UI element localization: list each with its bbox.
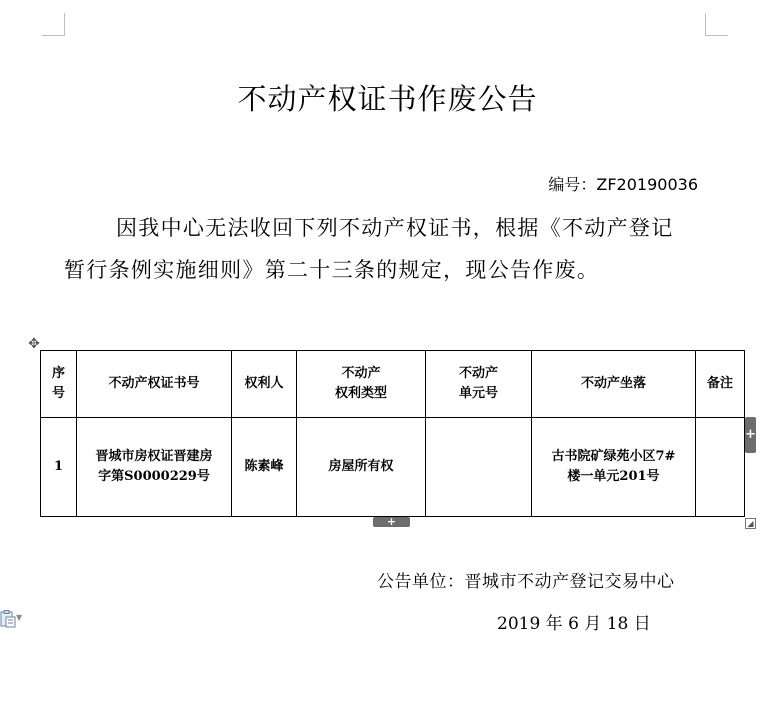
add-column-icon[interactable]: + (745, 417, 756, 453)
paste-options-icon[interactable] (0, 610, 16, 628)
page-corner-mark-top-left (42, 13, 65, 36)
body-line-2: 暂行条例实施细则》第二十三条的规定，现公告作废。 (64, 258, 600, 282)
cell-seq: 1 (41, 418, 77, 517)
table-row (41, 418, 745, 517)
body-paragraph (64, 207, 714, 291)
issue-date: 2019 年 6 月 18 日 (497, 614, 651, 634)
cell-owner: 陈素峰 (232, 418, 297, 517)
header-right-type: 不动产 权利类型 (297, 351, 426, 418)
header-location: 不动产坐落 (532, 351, 696, 418)
page-corner-mark-top-right (705, 13, 728, 36)
header-owner: 权利人 (232, 351, 297, 418)
cell-right-type: 房屋所有权 (297, 418, 426, 517)
header-cert-no: 不动产权证书号 (77, 351, 232, 418)
paste-options-dropdown-icon[interactable]: ▼ (16, 613, 23, 622)
table-header-row (41, 351, 745, 418)
header-remark: 备注 (696, 351, 745, 418)
cell-unit-no (426, 418, 532, 517)
cell-cert-no: 晋城市房权证晋建房 字第S0000229号 (77, 418, 232, 517)
page-title: 不动产权证书作废公告 (237, 82, 538, 116)
header-unit-no: 不动产 单元号 (426, 351, 532, 418)
certificate-table (40, 350, 745, 517)
document-number: 编号：ZF20190036 (548, 175, 698, 194)
body-line-1: 因我中心无法收回下列不动产权证书，根据《不动产登记 (116, 216, 674, 240)
table-resize-icon[interactable]: ◢ (745, 518, 756, 529)
add-row-icon[interactable]: + (373, 517, 410, 527)
issuer-line: 公告单位：晋城市不动产登记交易中心 (377, 572, 675, 592)
table-move-handle-icon[interactable]: ✥ (28, 336, 40, 352)
header-seq: 序 号 (41, 351, 77, 418)
cell-remark (696, 418, 745, 517)
cell-location: 古书院矿绿苑小区7# 楼一单元201号 (532, 418, 696, 517)
